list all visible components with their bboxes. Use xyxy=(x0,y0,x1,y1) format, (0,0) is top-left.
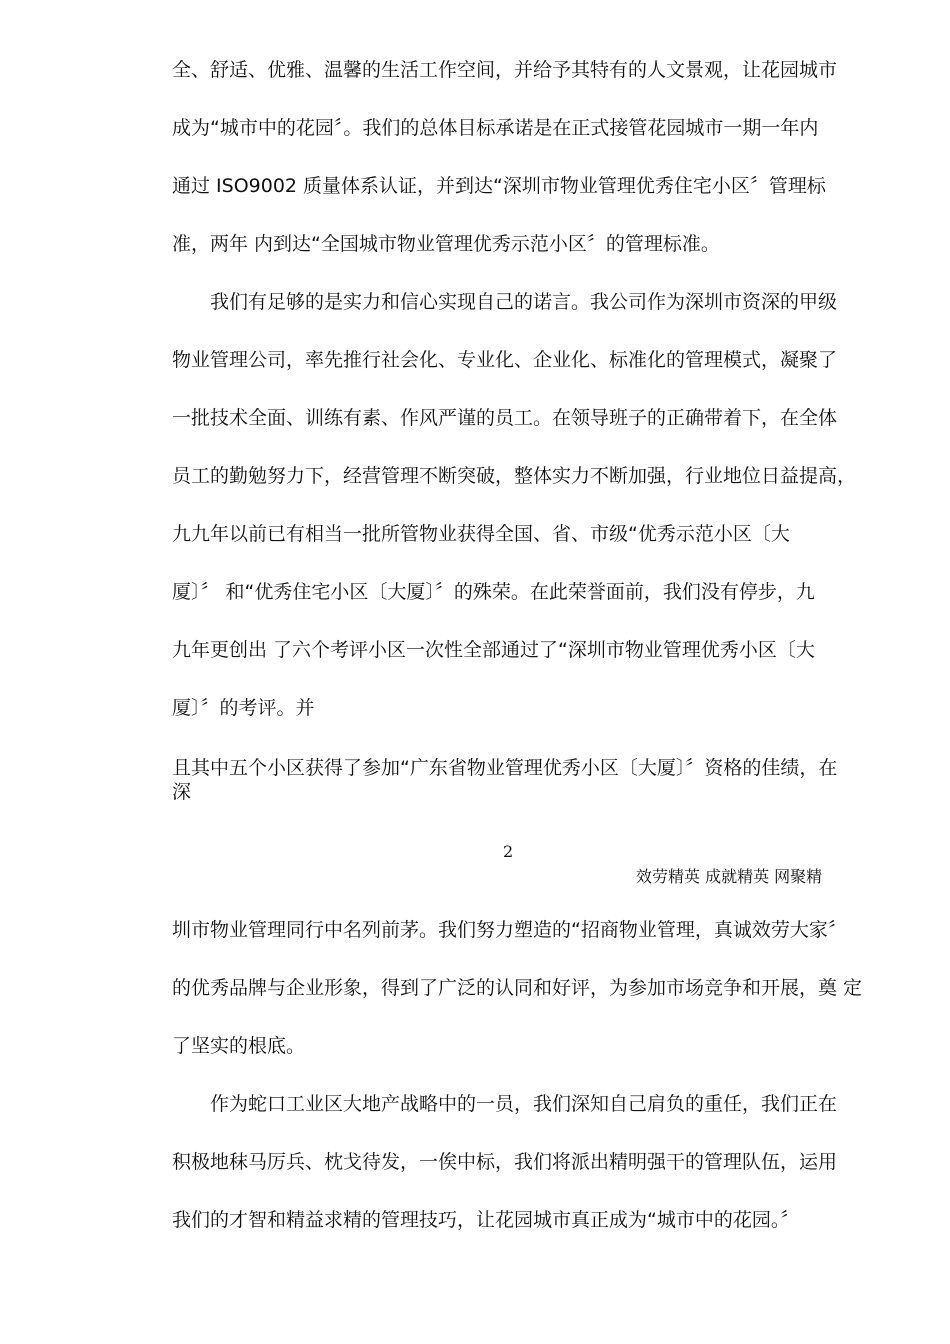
body-text-line: 员工的勤勉努力下，经营管理不断突破，整体实力不断加强，行业地位日益提高， xyxy=(172,465,857,487)
body-text-line: 通过 ISO9002 质量体系认证，并到达“深圳市物业管理优秀住宅小区〞管理标 xyxy=(172,175,826,197)
body-text-line: 物业管理公司，率先推行社会化、专业化、企业化、标准化的管理模式，凝聚了 xyxy=(172,349,838,371)
body-text-line: 作为蛇口工业区大地产战略中的一员，我们深知自己肩负的重任，我们正在 xyxy=(210,1093,838,1115)
body-text-line: 全、舒适、优雅、温馨的生活工作空间，并给予其特有的人文景观，让花园城市 xyxy=(172,59,838,81)
body-text-line: 厦〕〞的考评。并 xyxy=(172,697,315,719)
body-text-line: 我们有足够的是实力和信心实现自己的诺言。我公司作为深圳市资深的甲级 xyxy=(210,291,838,313)
body-text-line: 九九年以前已有相当一批所管物业获得全国、省、市级“优秀示范小区〔大 xyxy=(172,523,790,545)
page-number: 2 xyxy=(503,842,514,861)
header-slogan: 效劳精英 成就精英 网聚精 xyxy=(636,867,823,886)
body-text-line: 一批技术全面、训练有素、作风严谨的员工。在领导班子的正确带着下，在全体 xyxy=(172,407,838,429)
body-text-line: 深 xyxy=(172,781,192,803)
body-text-line: 准，两年 内到达“全国城市物业管理优秀示范小区〞的管理标准。 xyxy=(172,233,720,255)
body-text-line: 我们的才智和精益求精的管理技巧，让花园城市真正成为“城市中的花园。〞 xyxy=(172,1209,800,1231)
body-text-line: 的优秀品牌与企业形象，得到了广泛的认同和好评，为参加市场竞争和开展，奠 定 xyxy=(172,977,863,999)
body-text-line: 圳市物业管理同行中名列前茅。我们努力塑造的“招商物业管理，真诚效劳大家〞 xyxy=(172,919,847,941)
body-text-line: 成为“城市中的花园〞。我们的总体目标承诺是在正式接管花园城市一期一年内 xyxy=(172,117,819,139)
body-text-line: 积极地秣马厉兵、枕戈待发，一俟中标，我们将派出精明强干的管理队伍，运用 xyxy=(172,1151,838,1173)
body-text-line: 九年更创出 了六个考评小区一次性全部通过了“深圳市物业管理优秀小区〔大 xyxy=(172,639,815,661)
body-text-line: 且其中五个小区获得了参加“广东省物业管理优秀小区〔大厦〕〞资格的佳绩，在 xyxy=(172,757,838,779)
body-text-line: 了坚实的根底。 xyxy=(172,1035,306,1057)
body-text-line: 厦〕〞 和“优秀住宅小区〔大厦〕〞的殊荣。在此荣誉面前，我们没有停步，九 xyxy=(172,581,815,603)
